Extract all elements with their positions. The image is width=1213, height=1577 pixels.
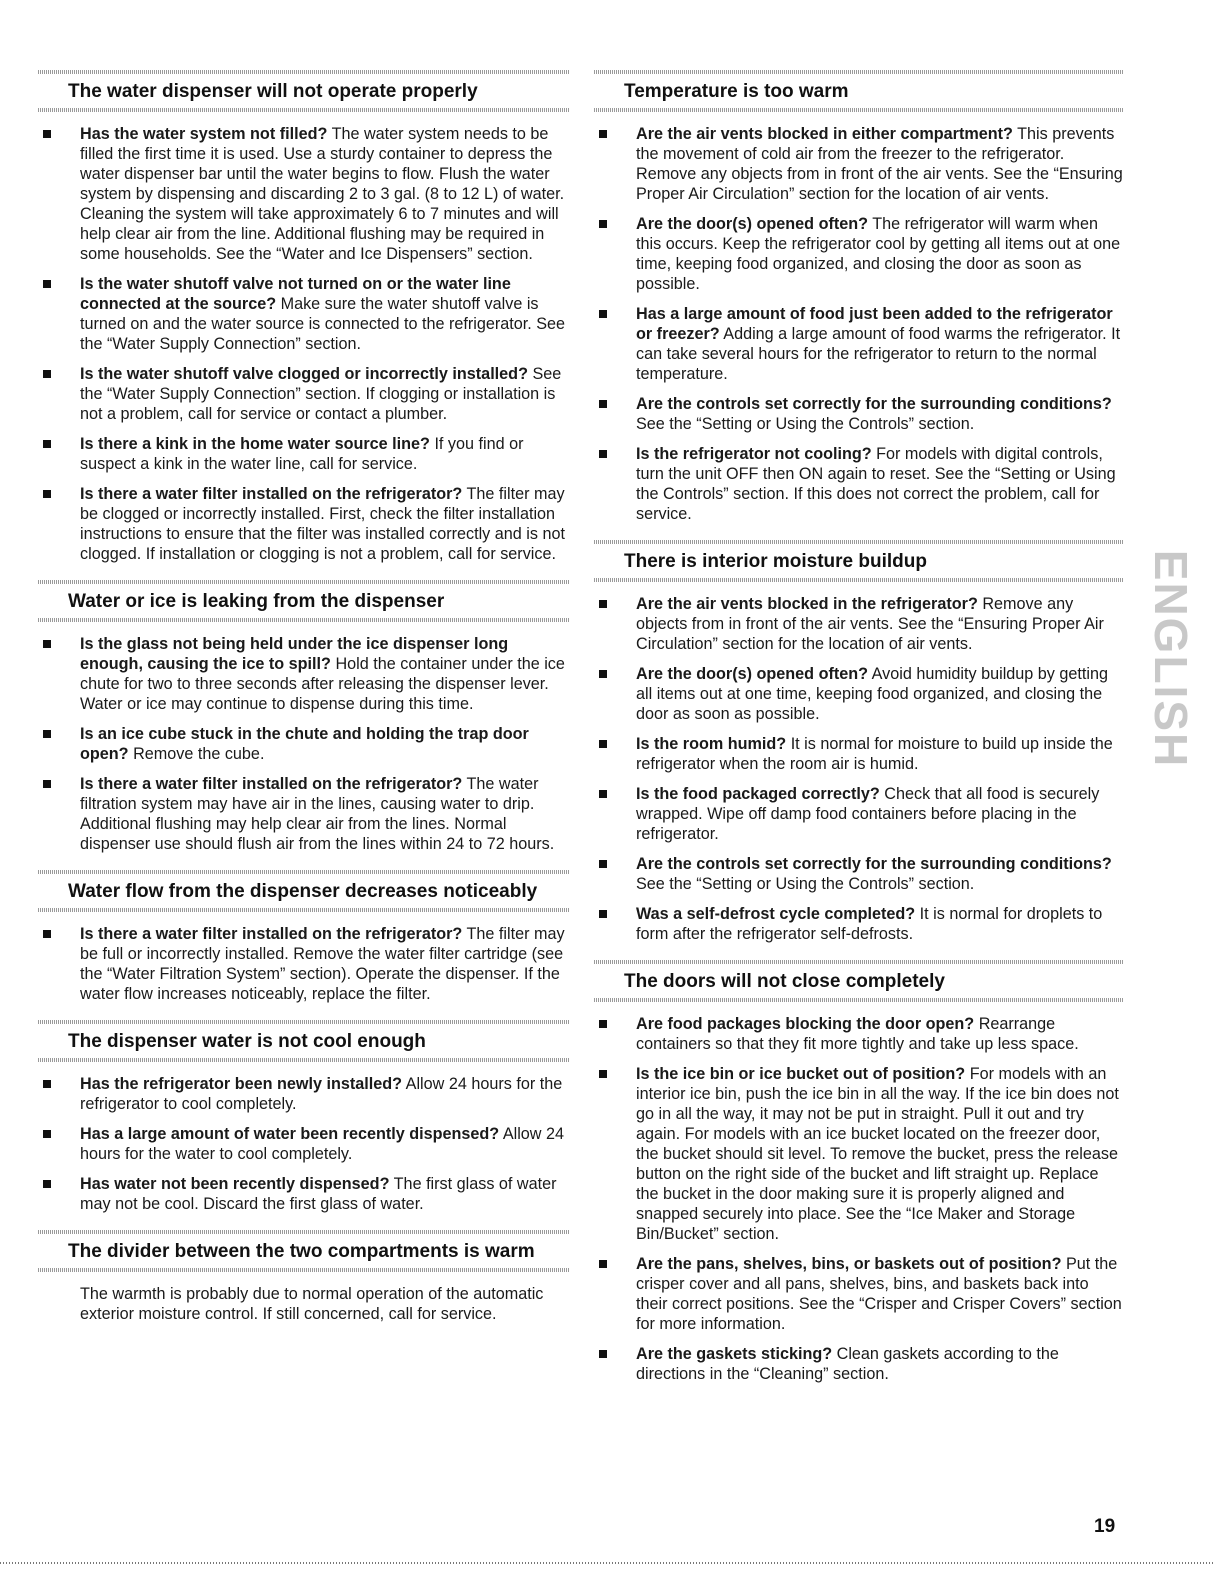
- square-bullet-icon: [599, 860, 607, 868]
- answer-text: This prevents the movement of cold air from the freezer to the refrigerator. Remove any objects from in front of the air vents. See the “Ensuring Proper Air Circulation” section for the location of air vents.: [636, 125, 1123, 203]
- question-item: [38, 364, 570, 424]
- section-heading: Water or ice is leaking from the dispenser: [38, 576, 570, 622]
- question-text: Is there a water filter installed on the refrigerator?: [80, 775, 463, 793]
- question-text: Are the air vents blocked in either compartment?: [636, 125, 1013, 143]
- question-list: [38, 634, 570, 854]
- language-tab: [1145, 549, 1197, 769]
- troubleshooting-section: [38, 1016, 570, 1214]
- square-bullet-icon: [43, 780, 51, 788]
- answer-text: Make sure the water shutoff valve is turned on and the water source is connected to the refrigerator. See the “Water Supply Connection” section.: [80, 295, 566, 353]
- question-item: [38, 1124, 570, 1164]
- answer-text: The water system needs to be filled the first time it is used. Use a sturdy container to depress the water dispenser bar until the water begins to flow. Flush the water system by dispensing and discarding 2 to 3 gal. (8 to 12 L) of water. Cleaning the system will take approximately 6 to 7 minutes and will help clear air from the line. Additional flushing may be required in some households. See the “Water and Ice Dispensers” section.: [80, 125, 565, 263]
- question-text: Has the water system not filled?: [80, 125, 328, 143]
- page-number: 19: [1094, 1516, 1116, 1537]
- square-bullet-icon: [599, 1070, 607, 1078]
- answer-text: Check that all food is securely wrapped. Wipe off damp food containers before placing in the refrigerator.: [636, 785, 1100, 843]
- answer-text: Avoid humidity buildup by getting all items out at one time, keeping food organized, and closing the door as soon as possible.: [636, 665, 1108, 723]
- answer-text: It is normal for droplets to form after the refrigerator self-defrosts.: [636, 905, 1103, 943]
- troubleshooting-section: [594, 956, 1124, 1384]
- question-item: [594, 1254, 1124, 1334]
- question-text: Has a large amount of water been recently dispensed?: [80, 1125, 500, 1143]
- question-item: [594, 1014, 1124, 1054]
- square-bullet-icon: [599, 910, 607, 918]
- question-text: Is there a water filter installed on the refrigerator?: [80, 925, 463, 943]
- answer-text: Put the crisper cover and all pans, shelves, bins, and baskets back into their correct positions. See the “Crisper and Crisper Covers” section for more information.: [636, 1255, 1122, 1333]
- answer-text: Remove any objects from in front of the air vents. See the “Ensuring Proper Air Circulation” section for the location of air vents.: [636, 595, 1104, 653]
- square-bullet-icon: [43, 130, 51, 138]
- question-item: [38, 724, 570, 764]
- answer-text: See the “Setting or Using the Controls” section.: [636, 415, 975, 433]
- troubleshooting-section: [594, 66, 1124, 524]
- answer-text: It is normal for moisture to build up inside the refrigerator when the room air is humid.: [636, 735, 1113, 773]
- question-list: [38, 124, 570, 564]
- answer-text: Clean gaskets according to the directions in the “Cleaning” section.: [636, 1345, 1059, 1383]
- square-bullet-icon: [599, 740, 607, 748]
- section-paragraph: The warmth is probably due to normal operation of the automatic exterior moisture control. If still concerned, call for service.: [80, 1285, 544, 1323]
- right-column: [594, 66, 1124, 1396]
- question-item: [594, 1064, 1124, 1244]
- question-text: Are the controls set correctly for the surrounding conditions?: [636, 855, 1112, 873]
- question-text: Is there a water filter installed on the refrigerator?: [80, 485, 463, 503]
- square-bullet-icon: [43, 730, 51, 738]
- square-bullet-icon: [599, 1350, 607, 1358]
- troubleshooting-section: [38, 576, 570, 854]
- section-heading: The dispenser water is not cool enough: [38, 1016, 570, 1062]
- square-bullet-icon: [43, 370, 51, 378]
- question-text: Is the food packaged correctly?: [636, 785, 880, 803]
- section-heading: The doors will not close completely: [594, 956, 1124, 1002]
- left-column: [38, 66, 570, 1336]
- square-bullet-icon: [43, 640, 51, 648]
- question-text: Has the refrigerator been newly installed?: [80, 1075, 403, 1093]
- answer-text: The water filtration system may have air in the lines, causing water to drip. Additional flushing may help clear air from the lines. Normal dispenser use should flush air from the lines within 24 to 72 hours.: [80, 775, 555, 853]
- question-item: [594, 444, 1124, 524]
- answer-text: If you find or suspect a kink in the water line, call for service.: [80, 435, 524, 473]
- square-bullet-icon: [599, 670, 607, 678]
- square-bullet-icon: [43, 1180, 51, 1188]
- answer-text: Adding a large amount of food warms the refrigerator. It can take several hours for the refrigerator to return to the normal temperature.: [636, 325, 1121, 383]
- question-item: [38, 1174, 570, 1214]
- question-item: [38, 274, 570, 354]
- answer-text: The filter may be full or incorrectly installed. Remove the water filter cartridge (see the “Water Filtration System” section). Operate the dispenser. If the water flow increases noticeably, replace the filter.: [80, 925, 565, 1003]
- question-text: Is the ice bin or ice bucket out of position?: [636, 1065, 966, 1083]
- question-item: [594, 854, 1124, 894]
- answer-text: Remove the cube.: [133, 745, 265, 763]
- question-item: [38, 484, 570, 564]
- question-text: Is the water shutoff valve not turned on or the water line connected at the source?: [80, 275, 511, 313]
- answer-text: For models with digital controls, turn the unit OFF then ON again to reset. See the “Setting or Using the Controls” section. If this does not correct the problem, call for service.: [636, 445, 1116, 523]
- square-bullet-icon: [599, 400, 607, 408]
- question-item: [594, 594, 1124, 654]
- square-bullet-icon: [43, 440, 51, 448]
- square-bullet-icon: [599, 450, 607, 458]
- question-text: Was a self-defrost cycle completed?: [636, 905, 916, 923]
- question-text: Are the pans, shelves, bins, or baskets out of position?: [636, 1255, 1062, 1273]
- question-item: [594, 664, 1124, 724]
- question-item: [594, 304, 1124, 384]
- question-text: Has water not been recently dispensed?: [80, 1175, 390, 1193]
- square-bullet-icon: [599, 600, 607, 608]
- troubleshooting-section: [38, 866, 570, 1004]
- square-bullet-icon: [43, 490, 51, 498]
- question-text: Are the door(s) opened often?: [636, 215, 869, 233]
- question-text: Are the door(s) opened often?: [636, 665, 869, 683]
- question-text: Are the gaskets sticking?: [636, 1345, 833, 1363]
- troubleshooting-section: [38, 66, 570, 564]
- question-item: [38, 774, 570, 854]
- question-item: [594, 904, 1124, 944]
- square-bullet-icon: [43, 1130, 51, 1138]
- question-list: [38, 924, 570, 1004]
- question-item: [38, 434, 570, 474]
- answer-text: The first glass of water may not be cool. Discard the first glass of water.: [80, 1175, 557, 1213]
- answer-text: Hold the container under the ice chute for two to three seconds after releasing the dispenser lever. Water or ice may continue to dispense during this time.: [80, 655, 565, 713]
- square-bullet-icon: [43, 930, 51, 938]
- question-text: Is the refrigerator not cooling?: [636, 445, 872, 463]
- answer-text: The filter may be clogged or incorrectly installed. First, check the filter installation instructions to ensure that the filter was installed correctly and is not clogged. If installation or clogging is not a problem, call for service.: [80, 485, 565, 563]
- question-item: [38, 124, 570, 264]
- question-text: Is the glass not being held under the ice dispenser long enough, causing the ice to spill?: [80, 635, 509, 673]
- section-heading: Temperature is too warm: [594, 66, 1124, 112]
- question-list: [594, 124, 1124, 524]
- bottom-rule: [0, 1562, 1213, 1564]
- language-tab-label: ENGLISH: [1145, 549, 1197, 769]
- question-text: Are the controls set correctly for the surrounding conditions?: [636, 395, 1112, 413]
- question-list: [594, 594, 1124, 944]
- answer-text: Allow 24 hours for the water to cool completely.: [80, 1125, 564, 1163]
- square-bullet-icon: [43, 280, 51, 288]
- troubleshooting-section: [38, 1226, 570, 1324]
- question-item: [594, 394, 1124, 434]
- question-item: [38, 924, 570, 1004]
- question-text: Is the room humid?: [636, 735, 787, 753]
- question-item: [594, 734, 1124, 774]
- question-text: Are food packages blocking the door open?: [636, 1015, 975, 1033]
- square-bullet-icon: [599, 220, 607, 228]
- question-list: [38, 1074, 570, 1214]
- section-heading: The divider between the two compartments is warm: [38, 1226, 570, 1272]
- question-item: [594, 1344, 1124, 1384]
- answer-text: For models with an interior ice bin, push the ice bin in all the way. If the ice bin does not go in all the way, it may not be put in straight. Pull it out and try again. For models with an ice bucket located on the freezer door, the bucket should sit level. To remove the bucket, press the release button on the right side of the bucket and lift straight up. Replace the bucket in the door making sure it is properly aligned and snapped securely into place. See the “Ice Maker and Storage Bin/Bucket” section.: [636, 1065, 1119, 1243]
- answer-text: See the “Water Supply Connection” section. If clogging or installation is not a problem, call for service or contact a plumber.: [80, 365, 562, 423]
- question-text: Is there a kink in the home water source line?: [80, 435, 430, 453]
- section-heading: The water dispenser will not operate properly: [38, 66, 570, 112]
- square-bullet-icon: [599, 310, 607, 318]
- square-bullet-icon: [43, 1080, 51, 1088]
- square-bullet-icon: [599, 1020, 607, 1028]
- answer-text: The refrigerator will warm when this occurs. Keep the refrigerator cool by getting all items out at one time, keeping food organized, and closing the door as soon as possible.: [636, 215, 1121, 293]
- question-text: Is the water shutoff valve clogged or incorrectly installed?: [80, 365, 528, 383]
- answer-text: Allow 24 hours for the refrigerator to cool completely.: [80, 1075, 563, 1113]
- question-item: [594, 784, 1124, 844]
- question-list: [594, 1014, 1124, 1384]
- question-text: Are the air vents blocked in the refrigerator?: [636, 595, 978, 613]
- question-item: [38, 634, 570, 714]
- square-bullet-icon: [599, 1260, 607, 1268]
- answer-text: See the “Setting or Using the Controls” section.: [636, 875, 975, 893]
- question-item: [594, 124, 1124, 204]
- troubleshooting-section: [594, 536, 1124, 944]
- question-text: Has a large amount of food just been added to the refrigerator or freezer?: [636, 305, 1113, 343]
- question-text: Is an ice cube stuck in the chute and holding the trap door open?: [80, 725, 529, 763]
- question-item: [38, 1074, 570, 1114]
- section-heading: Water flow from the dispenser decreases noticeably: [38, 866, 570, 912]
- section-heading: There is interior moisture buildup: [594, 536, 1124, 582]
- square-bullet-icon: [599, 130, 607, 138]
- square-bullet-icon: [599, 790, 607, 798]
- question-item: [594, 214, 1124, 294]
- answer-text: Rearrange containers so that they fit more tightly and take up less space.: [636, 1015, 1079, 1053]
